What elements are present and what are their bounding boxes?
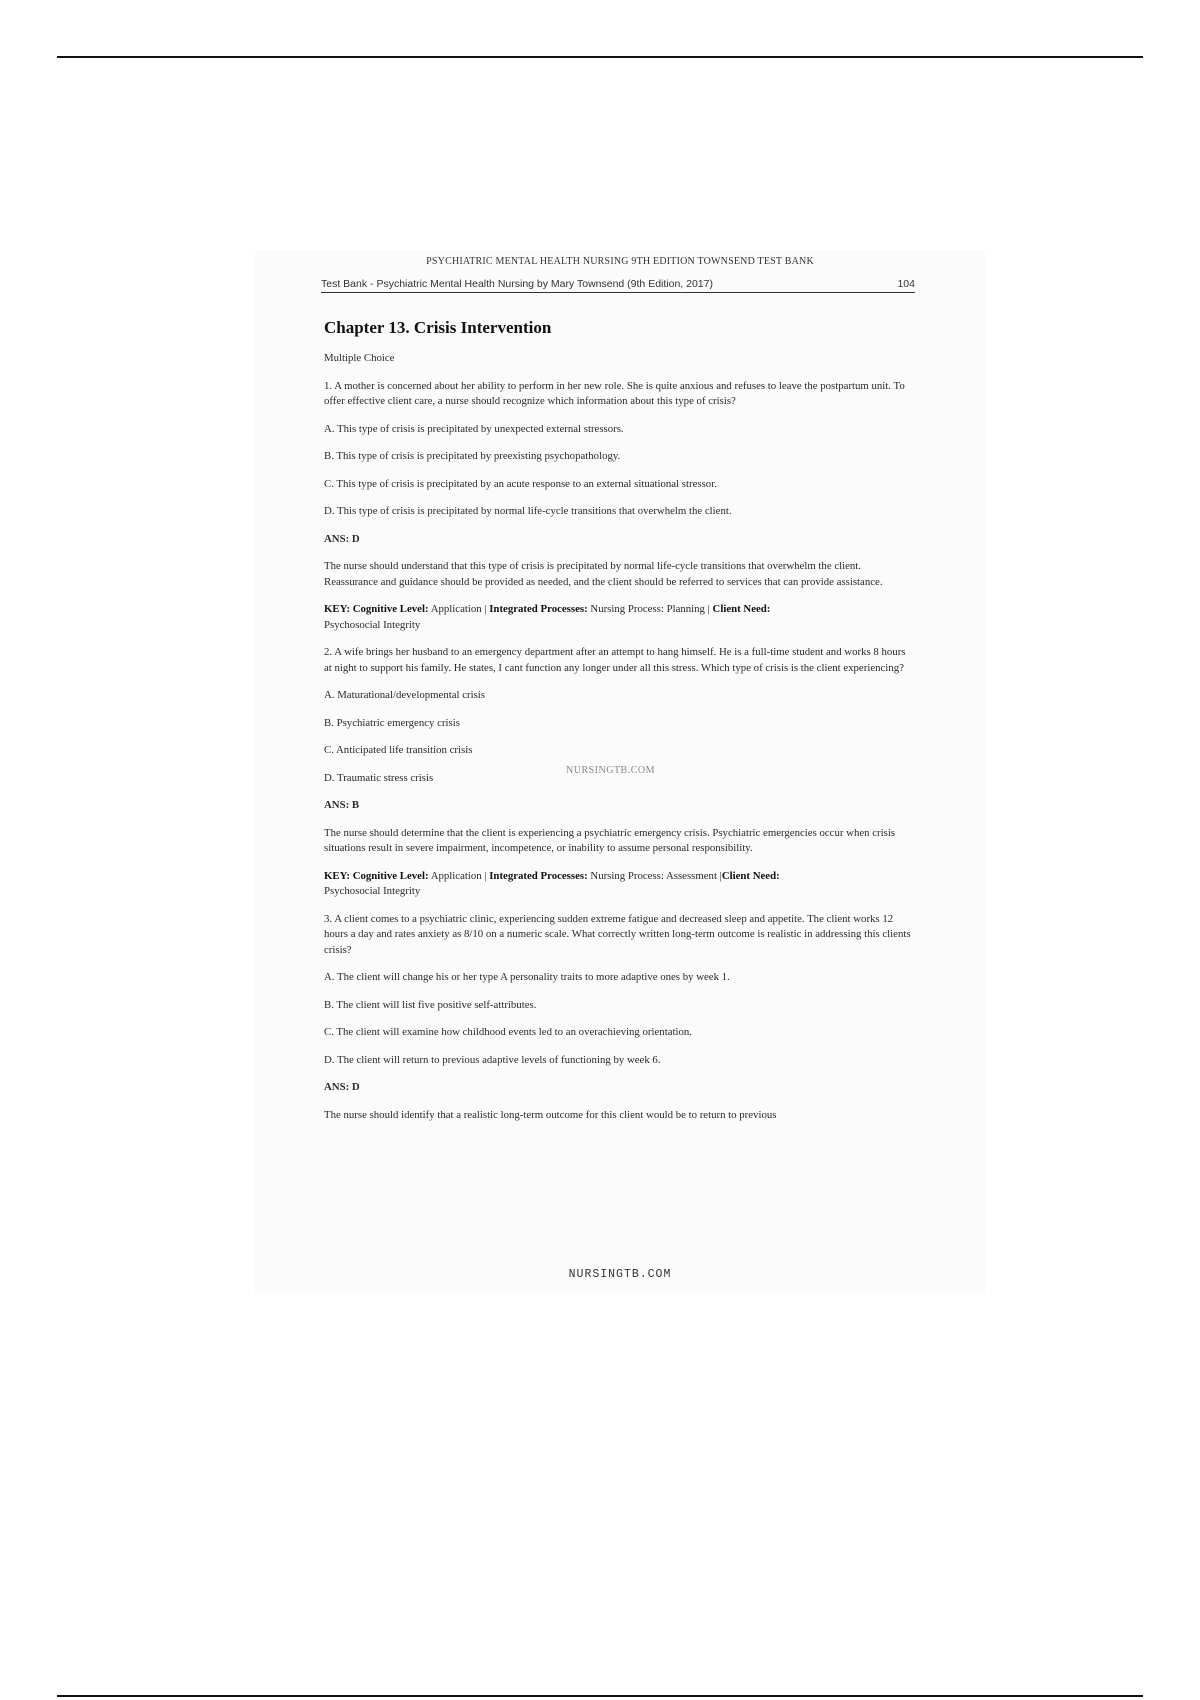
rationale: The nurse should understand that this type of crisis is precipitated by normal life-cycle transitions that overwhelm the client. Reassurance and guidance should be provided as needed, and the client should be referred to services that can provide assistance. [324, 560, 883, 588]
key-need-label: Client Need: [712, 603, 771, 615]
key-process-value: Nursing Process: Planning | [590, 603, 710, 615]
answer-key: ANS: D [324, 532, 360, 545]
answer-option: B. This type of crisis is precipitated by preexisting psychopathology. [324, 450, 621, 462]
answer-option: D. Traumatic stress crisis [324, 771, 434, 784]
answer-option: B. The client will list five positive self-attributes. [324, 998, 537, 1011]
key-metadata [324, 602, 914, 633]
answer-option: C. The client will examine how childhood events led to an overachieving orientation. [324, 1026, 692, 1038]
section-label: Multiple Choice [324, 352, 395, 364]
page-footer: NURSINGTB.COM [568, 1268, 672, 1281]
rationale: The nurse should identify that a realistic long-term outcome for this client would be to return to previous [324, 1108, 777, 1121]
question-stem: 3. A client comes to a psychiatric clinic, experiencing sudden extreme fatigue and decreased sleep and appetite. The client works 12 hours a day and rates anxiety as 8/10 on a numeric scale. What correctly written long-term outcome is realistic in addressing this clients crisis? [324, 912, 911, 956]
top-rule [57, 56, 1143, 58]
rationale: The nurse should determine that the client is experiencing a psychiatric emergency crisis. Psychiatric emergencies occur when crisis situations result in severe impairment, incompetence, or inability to assume personal responsibility. [324, 826, 896, 854]
key-need-label: Client Need: [721, 869, 780, 882]
key-metadata [324, 869, 914, 900]
key-cognitive-label: KEY: Cognitive Level: [324, 869, 429, 882]
answer-key: ANS: B [324, 799, 360, 811]
page-header [321, 276, 915, 293]
answer-option: D. The client will return to previous adaptive levels of functioning by week 6. [324, 1053, 661, 1066]
page-number: 104 [897, 278, 915, 290]
header-reference: Test Bank - Psychiatric Mental Health Nursing by Mary Townsend (9th Edition, 2017) [321, 278, 713, 290]
bottom-rule [57, 1695, 1143, 1697]
answer-option: A. The client will change his or her type A personality traits to more adaptive ones by week 1. [324, 971, 730, 983]
key-process-value: Nursing Process: Assessment | [590, 869, 722, 882]
answer-option: A. Maturational/developmental crisis [324, 689, 486, 701]
key-need-value: Psychosocial Integrity [324, 618, 421, 631]
key-cognitive-value: Application | [430, 869, 487, 882]
question-stem: 2. A wife brings her husband to an emergency department after an attempt to hang himself. He is a full-time student and works 8 hours at night to support his family. He states, I cant function any longer under all this stress. Which type of crisis is the client experiencing? [324, 646, 906, 674]
chapter-title: Chapter 13. Crisis Intervention [324, 318, 552, 337]
document-page [255, 250, 985, 1295]
key-process-label: Integrated Processes: [489, 869, 588, 882]
answer-key: ANS: D [324, 1081, 360, 1093]
answer-option: C. This type of crisis is precipitated by an acute response to an external situational stressor. [324, 477, 717, 490]
key-cognitive-label: KEY: Cognitive Level: [324, 603, 429, 615]
answer-option: D. This type of crisis is precipitated by normal life-cycle transitions that overwhelm the client. [324, 505, 732, 517]
answer-option: C. Anticipated life transition crisis [324, 744, 473, 756]
key-need-value: Psychosocial Integrity [324, 885, 421, 897]
page-body [324, 318, 914, 1135]
key-cognitive-value: Application | [430, 603, 487, 615]
running-head: PSYCHIATRIC MENTAL HEALTH NURSING 9TH EDITION TOWNSEND TEST BANK [426, 256, 814, 267]
answer-option: A. This type of crisis is precipitated by unexpected external stressors. [324, 422, 624, 435]
answer-option: B. Psychiatric emergency crisis [324, 716, 460, 729]
key-process-label: Integrated Processes: [489, 603, 588, 615]
question-stem: 1. A mother is concerned about her ability to perform in her new role. She is quite anxious and refuses to leave the postpartum unit. To offer effective client care, a nurse should recognize which information about this type of crisis? [324, 379, 905, 407]
watermark: NURSINGTB.COM [566, 765, 656, 776]
